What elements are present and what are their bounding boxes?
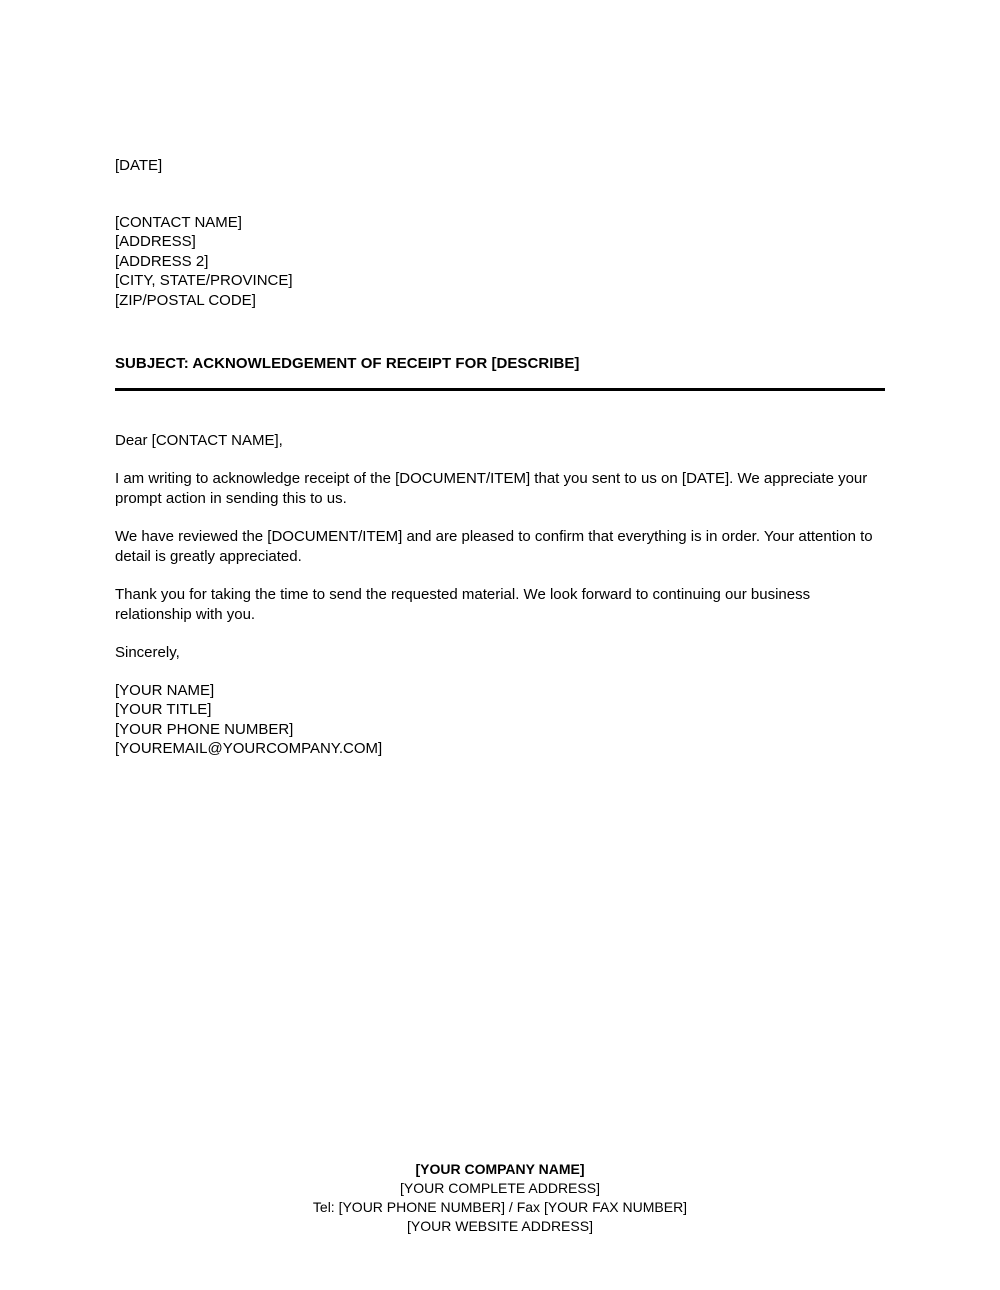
footer-contact: Tel: [YOUR PHONE NUMBER] / Fax [YOUR FAX NUMBER]: [312, 1199, 688, 1215]
address-line: [CITY, STATE/PROVINCE]: [115, 272, 293, 289]
body-paragraph: I am writing to acknowledge receipt of the [DOCUMENT/ITEM] that you sent to us on [DATE]. We appreciate your prompt action in sending this to us.: [115, 470, 868, 507]
body-paragraph: Thank you for taking the time to send the requested material. We look forward to continuing our business relationship with you.: [115, 586, 811, 623]
signature-line: [YOUR PHONE NUMBER]: [115, 720, 294, 738]
recipient-address-block: [115, 213, 885, 311]
signature-line: [YOUR NAME]: [115, 681, 215, 699]
body-paragraph: We have reviewed the [DOCUMENT/ITEM] and are pleased to confirm that everything is in order. Your attention to detail is greatly appreciated.: [115, 528, 873, 565]
salutation: Dear [CONTACT NAME],: [115, 431, 283, 449]
address-line: [CONTACT NAME]: [115, 213, 242, 231]
horizontal-rule: [115, 388, 885, 391]
subject-heading: SUBJECT: ACKNOWLEDGEMENT OF RECEIPT FOR [DESCRIBE]: [115, 355, 580, 372]
address-line: [ZIP/POSTAL CODE]: [115, 291, 256, 309]
address-line: [ADDRESS 2]: [115, 252, 209, 270]
address-line: [ADDRESS]: [115, 233, 196, 250]
page-footer: [0, 1160, 1000, 1236]
signature-line: [YOUR TITLE]: [115, 701, 212, 718]
letter-content: [115, 156, 885, 759]
subject-section: [115, 354, 885, 391]
footer-website: [YOUR WEBSITE ADDRESS]: [407, 1218, 593, 1234]
date-field: [DATE]: [115, 157, 163, 174]
footer-address: [YOUR COMPLETE ADDRESS]: [400, 1180, 600, 1196]
closing-line: Sincerely,: [115, 644, 180, 661]
footer-company-name: [YOUR COMPANY NAME]: [415, 1161, 585, 1177]
signature-block: [115, 681, 885, 759]
signature-line: [YOUREMAIL@YOURCOMPANY.COM]: [115, 740, 383, 757]
